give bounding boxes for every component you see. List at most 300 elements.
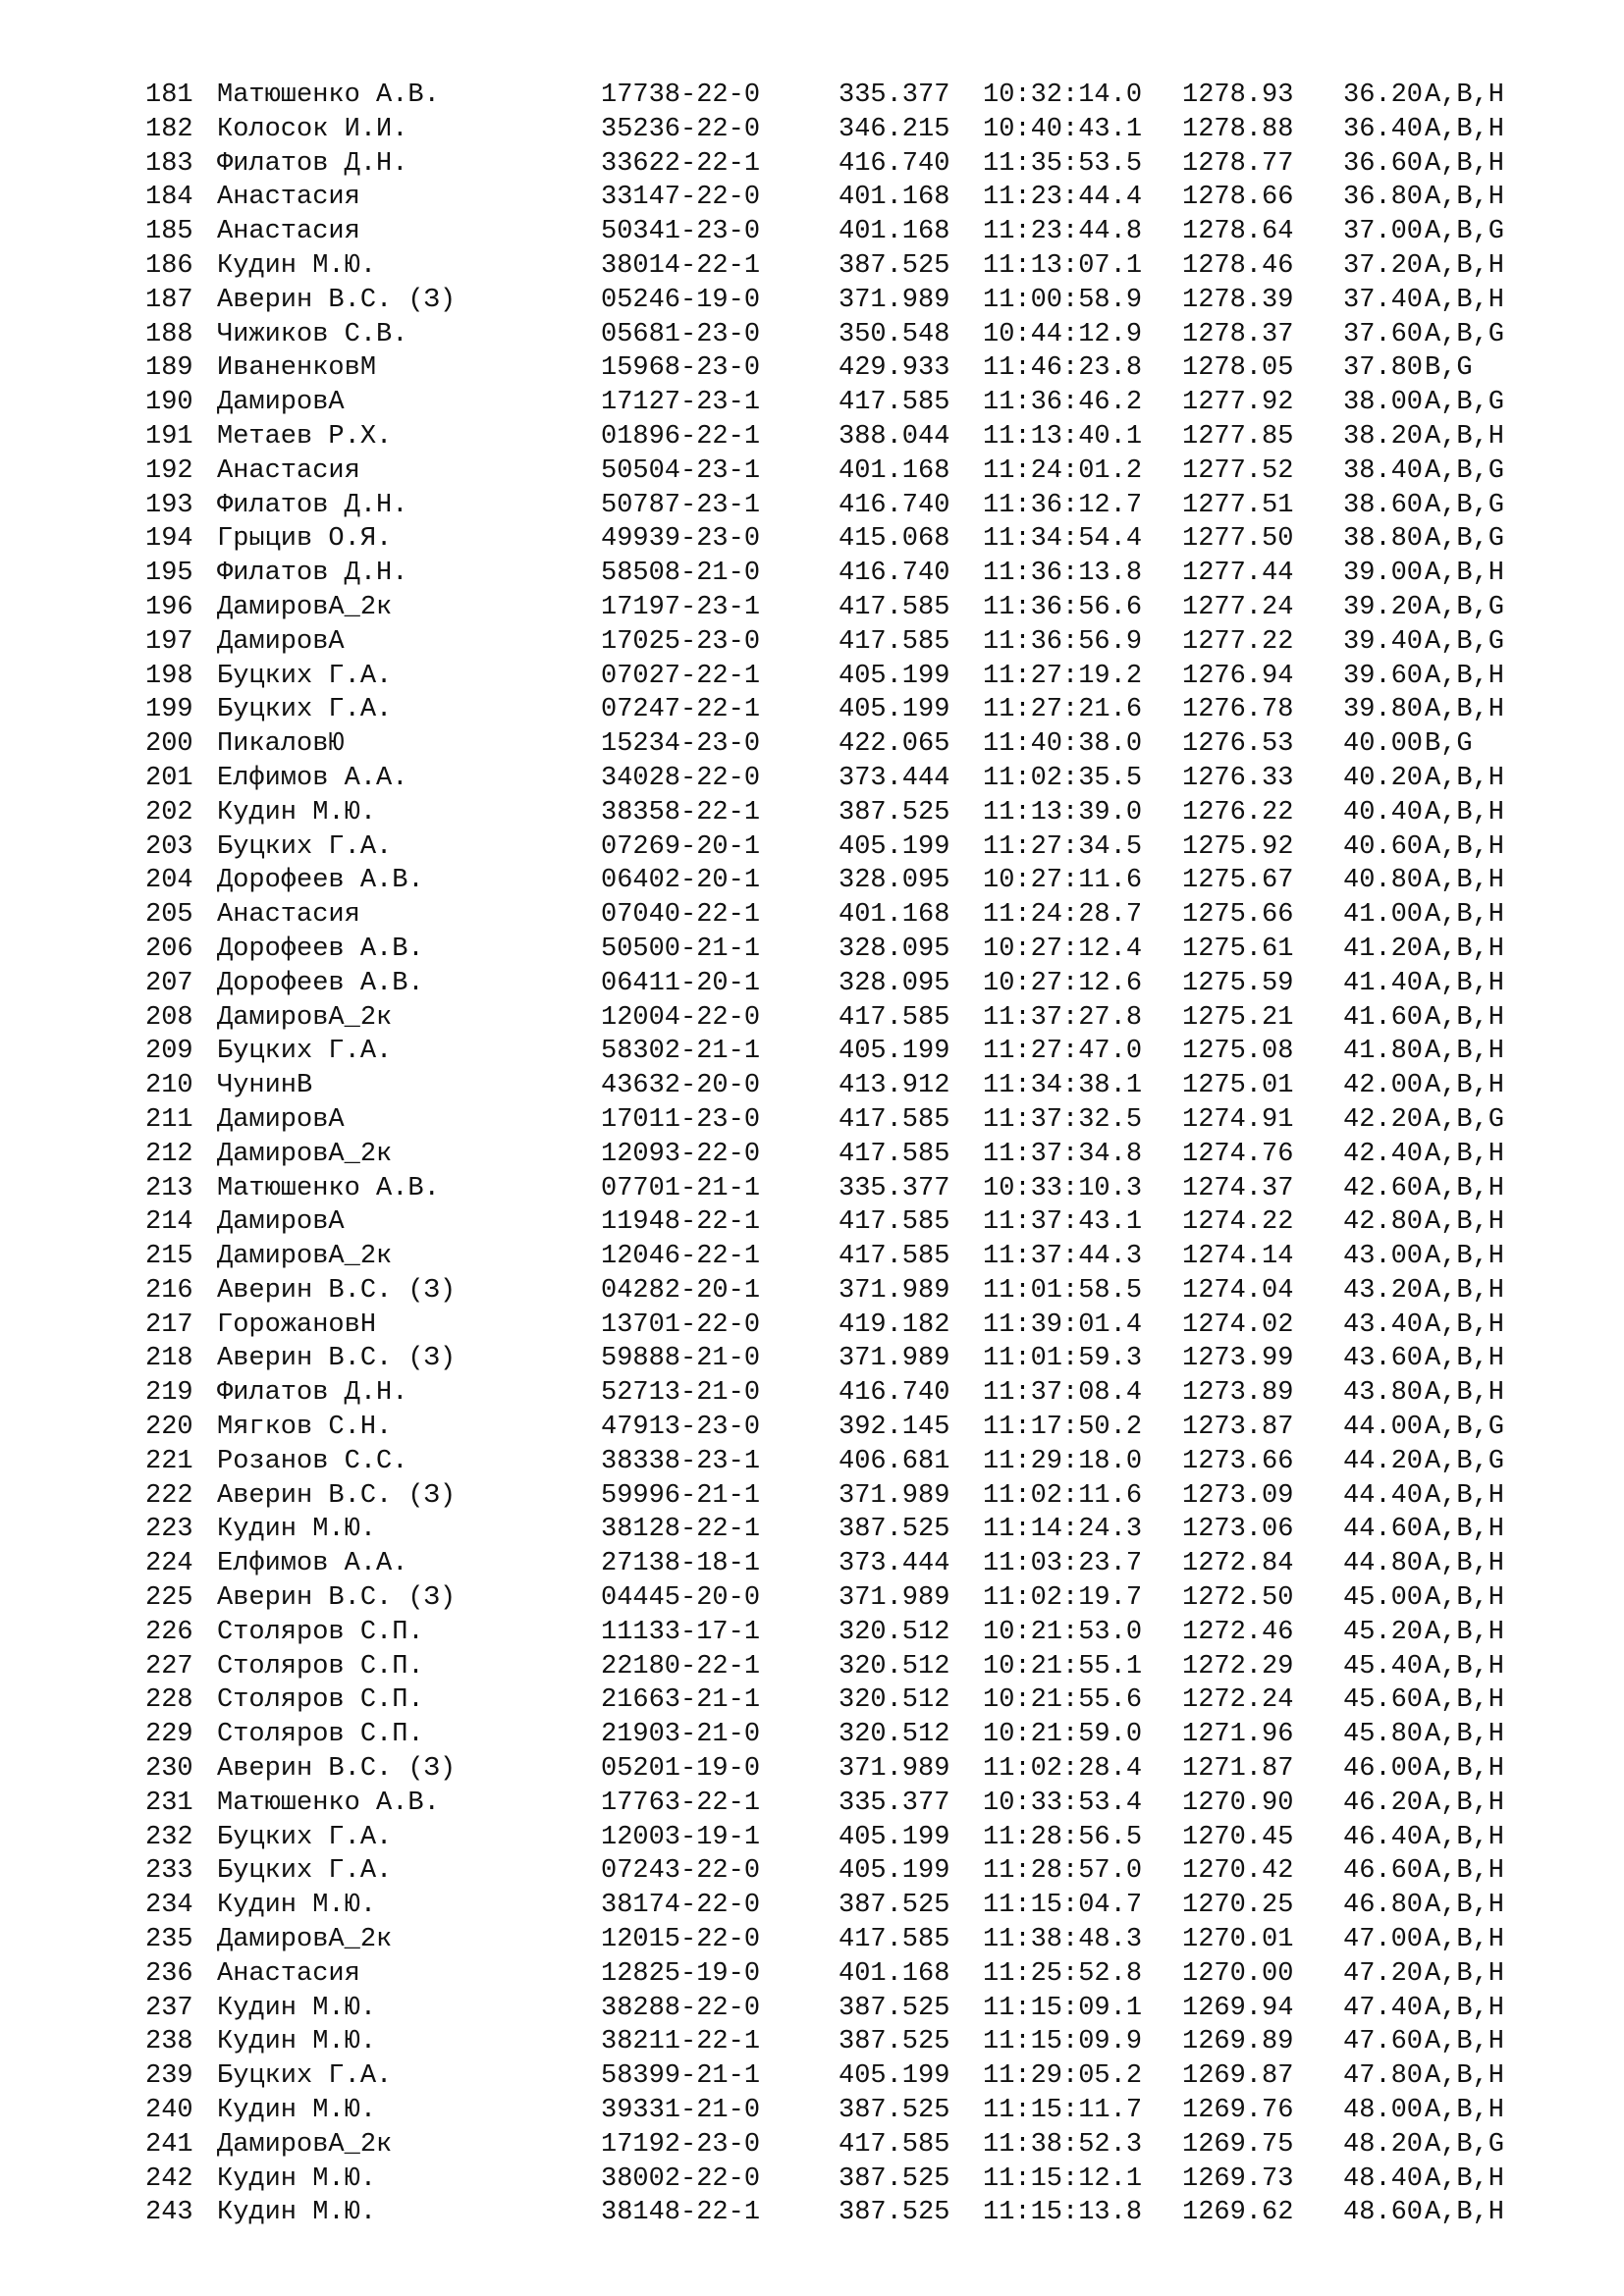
ring-code: 15234-23-0 — [601, 729, 761, 760]
participant-name: Столяров С.П. — [217, 1651, 424, 1682]
participant-name: Дорофеев А.В. — [217, 866, 424, 896]
groups: A,B,H — [1425, 831, 1505, 862]
row-number: 198 — [145, 661, 193, 691]
distance: 416.740 — [839, 1378, 950, 1409]
ring-code: 58508-21-0 — [601, 559, 761, 589]
row-number: 184 — [145, 183, 193, 213]
groups: A,B,G — [1425, 217, 1505, 247]
speed: 1274.02 — [1182, 1309, 1294, 1340]
speed: 1275.66 — [1182, 900, 1294, 931]
distance: 328.095 — [839, 968, 950, 998]
arrival-time: 11:15:04.7 — [983, 1891, 1143, 1921]
points: 44.40 — [1343, 1480, 1424, 1511]
row-number: 185 — [145, 217, 193, 247]
groups: A,B,G — [1425, 490, 1505, 520]
distance: 371.989 — [839, 1754, 950, 1785]
ring-code: 12015-22-0 — [601, 1925, 761, 1955]
groups: A,B,H — [1425, 1993, 1505, 2023]
groups: A,B,H — [1425, 1822, 1505, 1852]
arrival-time: 11:15:12.1 — [983, 2163, 1143, 2194]
points: 37.20 — [1343, 250, 1424, 281]
row-number: 190 — [145, 388, 193, 418]
ring-code: 38338-23-1 — [601, 1446, 761, 1476]
ring-code: 12093-22-0 — [601, 1139, 761, 1169]
points: 46.60 — [1343, 1856, 1424, 1887]
participant-name: Елфимов А.А. — [217, 1549, 408, 1579]
groups: A,B,H — [1425, 1515, 1505, 1545]
arrival-time: 11:36:12.7 — [983, 490, 1143, 520]
arrival-time: 11:27:47.0 — [983, 1037, 1143, 1067]
ring-code: 47913-23-0 — [601, 1413, 761, 1443]
arrival-time: 11:13:40.1 — [983, 421, 1143, 452]
arrival-time: 11:40:38.0 — [983, 729, 1143, 760]
ring-code: 11133-17-1 — [601, 1617, 761, 1647]
distance: 387.525 — [839, 1515, 950, 1545]
arrival-time: 11:13:07.1 — [983, 250, 1143, 281]
speed: 1270.00 — [1182, 1958, 1294, 1989]
ring-code: 07701-21-1 — [601, 1173, 761, 1203]
ring-code: 17011-23-0 — [601, 1104, 761, 1135]
speed: 1277.22 — [1182, 626, 1294, 657]
row-number: 230 — [145, 1754, 193, 1785]
arrival-time: 11:46:23.8 — [983, 353, 1143, 384]
ring-code: 38002-22-0 — [601, 2163, 761, 2194]
row-number: 233 — [145, 1856, 193, 1887]
ring-code: 12825-19-0 — [601, 1958, 761, 1989]
participant-name: Грыцив О.Я. — [217, 524, 393, 555]
ring-code: 05246-19-0 — [601, 285, 761, 315]
speed: 1274.22 — [1182, 1207, 1294, 1238]
arrival-time: 11:37:44.3 — [983, 1242, 1143, 1272]
participant-name: Буцких Г.А. — [217, 1822, 393, 1852]
groups: A,B,G — [1425, 524, 1505, 555]
distance: 401.168 — [839, 455, 950, 486]
speed: 1276.94 — [1182, 661, 1294, 691]
arrival-time: 11:34:38.1 — [983, 1071, 1143, 1101]
arrival-time: 11:02:28.4 — [983, 1754, 1143, 1785]
row-number: 200 — [145, 729, 193, 760]
participant-name: Кудин М.Ю. — [217, 2096, 377, 2126]
groups: A,B,H — [1425, 1242, 1505, 1272]
groups: A,B,H — [1425, 1037, 1505, 1067]
ring-code: 50787-23-1 — [601, 490, 761, 520]
groups: A,B,H — [1425, 2027, 1505, 2057]
distance: 350.548 — [839, 319, 950, 349]
participant-name: Анастасия — [217, 455, 360, 486]
groups: A,B,H — [1425, 1173, 1505, 1203]
ring-code: 15968-23-0 — [601, 353, 761, 384]
participant-name: ДамировА_2к — [217, 1002, 393, 1033]
row-number: 216 — [145, 1275, 193, 1306]
groups: A,B,H — [1425, 250, 1505, 281]
groups: B,G — [1425, 729, 1473, 760]
groups: A,B,H — [1425, 80, 1505, 110]
points: 39.80 — [1343, 695, 1424, 725]
ring-code: 22180-22-1 — [601, 1651, 761, 1682]
participant-name: Мягков С.Н. — [217, 1413, 393, 1443]
ring-code: 17192-23-0 — [601, 2129, 761, 2160]
groups: A,B,H — [1425, 968, 1505, 998]
ring-code: 38148-22-1 — [601, 2198, 761, 2228]
distance: 413.912 — [839, 1071, 950, 1101]
row-number: 221 — [145, 1446, 193, 1476]
points: 45.00 — [1343, 1583, 1424, 1614]
participant-name: Анастасия — [217, 1958, 360, 1989]
groups: A,B,H — [1425, 900, 1505, 931]
ring-code: 34028-22-0 — [601, 763, 761, 793]
distance: 405.199 — [839, 661, 950, 691]
speed: 1270.45 — [1182, 1822, 1294, 1852]
participant-name: ДамировА — [217, 626, 345, 657]
arrival-time: 11:37:43.1 — [983, 1207, 1143, 1238]
speed: 1278.88 — [1182, 114, 1294, 144]
row-number: 223 — [145, 1515, 193, 1545]
groups: A,B,H — [1425, 2061, 1505, 2092]
speed: 1271.87 — [1182, 1754, 1294, 1785]
participant-name: ДамировА — [217, 1104, 345, 1135]
points: 43.80 — [1343, 1378, 1424, 1409]
distance: 320.512 — [839, 1685, 950, 1716]
distance: 417.585 — [839, 1104, 950, 1135]
row-number: 238 — [145, 2027, 193, 2057]
participant-name: Столяров С.П. — [217, 1720, 424, 1750]
arrival-time: 11:27:21.6 — [983, 695, 1143, 725]
row-number: 214 — [145, 1207, 193, 1238]
groups: A,B,G — [1425, 455, 1505, 486]
groups: A,B,H — [1425, 148, 1505, 179]
speed: 1273.89 — [1182, 1378, 1294, 1409]
ring-code: 49939-23-0 — [601, 524, 761, 555]
distance: 320.512 — [839, 1651, 950, 1682]
ring-code: 17025-23-0 — [601, 626, 761, 657]
points: 44.80 — [1343, 1549, 1424, 1579]
arrival-time: 11:36:56.6 — [983, 592, 1143, 622]
points: 36.20 — [1343, 80, 1424, 110]
speed: 1269.94 — [1182, 1993, 1294, 2023]
ring-code: 33622-22-1 — [601, 148, 761, 179]
arrival-time: 11:13:39.0 — [983, 797, 1143, 828]
participant-name: ДамировА_2к — [217, 1925, 393, 1955]
row-number: 183 — [145, 148, 193, 179]
points: 36.60 — [1343, 148, 1424, 179]
points: 40.80 — [1343, 866, 1424, 896]
row-number: 237 — [145, 1993, 193, 2023]
arrival-time: 11:14:24.3 — [983, 1515, 1143, 1545]
speed: 1274.04 — [1182, 1275, 1294, 1306]
points: 47.80 — [1343, 2061, 1424, 2092]
participant-name: Филатов Д.Н. — [217, 490, 408, 520]
arrival-time: 11:34:54.4 — [983, 524, 1143, 555]
participant-name: Матюшенко А.В. — [217, 1788, 440, 1818]
distance: 387.525 — [839, 2163, 950, 2194]
groups: A,B,H — [1425, 1002, 1505, 1033]
row-number: 231 — [145, 1788, 193, 1818]
participant-name: ПикаловЮ — [217, 729, 345, 760]
distance: 371.989 — [839, 1344, 950, 1374]
row-number: 202 — [145, 797, 193, 828]
speed: 1269.89 — [1182, 2027, 1294, 2057]
speed: 1271.96 — [1182, 1720, 1294, 1750]
arrival-time: 11:27:34.5 — [983, 831, 1143, 862]
speed: 1269.73 — [1182, 2163, 1294, 2194]
participant-name: ДамировА — [217, 1207, 345, 1238]
groups: A,B,H — [1425, 2163, 1505, 2194]
row-number: 199 — [145, 695, 193, 725]
groups: A,B,G — [1425, 1446, 1505, 1476]
distance: 371.989 — [839, 1583, 950, 1614]
groups: A,B,H — [1425, 1207, 1505, 1238]
ring-code: 07243-22-0 — [601, 1856, 761, 1887]
points: 38.80 — [1343, 524, 1424, 555]
row-number: 224 — [145, 1549, 193, 1579]
points: 37.60 — [1343, 319, 1424, 349]
participant-name: Кудин М.Ю. — [217, 797, 377, 828]
points: 41.40 — [1343, 968, 1424, 998]
arrival-time: 11:02:11.6 — [983, 1480, 1143, 1511]
ring-code: 17738-22-0 — [601, 80, 761, 110]
participant-name: Буцких Г.А. — [217, 831, 393, 862]
groups: A,B,H — [1425, 1549, 1505, 1579]
points: 46.40 — [1343, 1822, 1424, 1852]
row-number: 193 — [145, 490, 193, 520]
distance: 401.168 — [839, 1958, 950, 1989]
ring-code: 21663-21-1 — [601, 1685, 761, 1716]
ring-code: 58399-21-1 — [601, 2061, 761, 2092]
participant-name: ДамировА_2к — [217, 1242, 393, 1272]
groups: A,B,H — [1425, 1583, 1505, 1614]
arrival-time: 11:28:57.0 — [983, 1856, 1143, 1887]
participant-name: Столяров С.П. — [217, 1617, 424, 1647]
speed: 1272.46 — [1182, 1617, 1294, 1647]
participant-name: Кудин М.Ю. — [217, 2163, 377, 2194]
distance: 417.585 — [839, 1925, 950, 1955]
arrival-time: 11:15:13.8 — [983, 2198, 1143, 2228]
participant-name: Буцких Г.А. — [217, 695, 393, 725]
row-number: 196 — [145, 592, 193, 622]
arrival-time: 10:33:53.4 — [983, 1788, 1143, 1818]
distance: 387.525 — [839, 2198, 950, 2228]
distance: 417.585 — [839, 1207, 950, 1238]
ring-code: 07247-22-1 — [601, 695, 761, 725]
groups: A,B,H — [1425, 661, 1505, 691]
distance: 417.585 — [839, 1002, 950, 1033]
row-number: 225 — [145, 1583, 193, 1614]
speed: 1276.22 — [1182, 797, 1294, 828]
row-number: 234 — [145, 1891, 193, 1921]
row-number: 242 — [145, 2163, 193, 2194]
ring-code: 07040-22-1 — [601, 900, 761, 931]
arrival-time: 11:00:58.9 — [983, 285, 1143, 315]
participant-name: Дорофеев А.В. — [217, 968, 424, 998]
participant-name: Кудин М.Ю. — [217, 1515, 377, 1545]
points: 42.80 — [1343, 1207, 1424, 1238]
speed: 1277.85 — [1182, 421, 1294, 452]
points: 47.40 — [1343, 1993, 1424, 2023]
arrival-time: 11:37:34.8 — [983, 1139, 1143, 1169]
distance: 388.044 — [839, 421, 950, 452]
row-number: 226 — [145, 1617, 193, 1647]
distance: 405.199 — [839, 695, 950, 725]
row-number: 217 — [145, 1309, 193, 1340]
points: 41.60 — [1343, 1002, 1424, 1033]
groups: A,B,G — [1425, 2129, 1505, 2160]
participant-name: Столяров С.П. — [217, 1685, 424, 1716]
points: 41.20 — [1343, 934, 1424, 964]
row-number: 210 — [145, 1071, 193, 1101]
speed: 1278.37 — [1182, 319, 1294, 349]
arrival-time: 11:38:48.3 — [983, 1925, 1143, 1955]
speed: 1274.76 — [1182, 1139, 1294, 1169]
speed: 1274.91 — [1182, 1104, 1294, 1135]
ring-code: 12004-22-0 — [601, 1002, 761, 1033]
ring-code: 52713-21-0 — [601, 1378, 761, 1409]
groups: A,B,G — [1425, 1413, 1505, 1443]
speed: 1270.01 — [1182, 1925, 1294, 1955]
speed: 1276.53 — [1182, 729, 1294, 760]
speed: 1277.44 — [1182, 559, 1294, 589]
participant-name: Буцких Г.А. — [217, 661, 393, 691]
groups: A,B,H — [1425, 1685, 1505, 1716]
arrival-time: 11:24:01.2 — [983, 455, 1143, 486]
speed: 1272.50 — [1182, 1583, 1294, 1614]
participant-name: Филатов Д.Н. — [217, 148, 408, 179]
participant-name: Колосок И.И. — [217, 114, 408, 144]
points: 40.40 — [1343, 797, 1424, 828]
speed: 1270.90 — [1182, 1788, 1294, 1818]
participant-name: Аверин В.С. (З) — [217, 1754, 457, 1785]
groups: A,B,H — [1425, 559, 1505, 589]
participant-name: ЧунинВ — [217, 1071, 313, 1101]
arrival-time: 11:03:23.7 — [983, 1549, 1143, 1579]
arrival-time: 11:15:11.7 — [983, 2096, 1143, 2126]
groups: A,B,H — [1425, 1651, 1505, 1682]
participant-name: ДамировА — [217, 388, 345, 418]
ring-code: 33147-22-0 — [601, 183, 761, 213]
points: 48.20 — [1343, 2129, 1424, 2160]
participant-name: Аверин В.С. (З) — [217, 1275, 457, 1306]
ring-code: 59888-21-0 — [601, 1344, 761, 1374]
groups: B,G — [1425, 353, 1473, 384]
ring-code: 04282-20-1 — [601, 1275, 761, 1306]
speed: 1275.21 — [1182, 1002, 1294, 1033]
speed: 1272.29 — [1182, 1651, 1294, 1682]
row-number: 192 — [145, 455, 193, 486]
points: 46.20 — [1343, 1788, 1424, 1818]
groups: A,B,H — [1425, 1720, 1505, 1750]
speed: 1270.25 — [1182, 1891, 1294, 1921]
distance: 387.525 — [839, 2027, 950, 2057]
points: 42.20 — [1343, 1104, 1424, 1135]
speed: 1275.01 — [1182, 1071, 1294, 1101]
points: 48.00 — [1343, 2096, 1424, 2126]
distance: 405.199 — [839, 1856, 950, 1887]
participant-name: ГорожановН — [217, 1309, 377, 1340]
participant-name: Аверин В.С. (З) — [217, 1583, 457, 1614]
distance: 373.444 — [839, 763, 950, 793]
groups: A,B,H — [1425, 114, 1505, 144]
points: 40.60 — [1343, 831, 1424, 862]
groups: A,B,H — [1425, 1275, 1505, 1306]
groups: A,B,H — [1425, 1309, 1505, 1340]
distance: 416.740 — [839, 559, 950, 589]
points: 45.20 — [1343, 1617, 1424, 1647]
participant-name: Анастасия — [217, 217, 360, 247]
speed: 1269.76 — [1182, 2096, 1294, 2126]
row-number: 239 — [145, 2061, 193, 2092]
participant-name: Матюшенко А.В. — [217, 1173, 440, 1203]
ring-code: 58302-21-1 — [601, 1037, 761, 1067]
points: 40.20 — [1343, 763, 1424, 793]
groups: A,B,H — [1425, 1617, 1505, 1647]
groups: A,B,H — [1425, 934, 1505, 964]
arrival-time: 11:23:44.8 — [983, 217, 1143, 247]
groups: A,B,G — [1425, 626, 1505, 657]
groups: A,B,H — [1425, 285, 1505, 315]
row-number: 236 — [145, 1958, 193, 1989]
arrival-time: 10:27:12.4 — [983, 934, 1143, 964]
participant-name: Филатов Д.Н. — [217, 559, 408, 589]
row-number: 220 — [145, 1413, 193, 1443]
participant-name: ДамировА_2к — [217, 2129, 393, 2160]
points: 42.60 — [1343, 1173, 1424, 1203]
distance: 387.525 — [839, 1891, 950, 1921]
row-number: 235 — [145, 1925, 193, 1955]
participant-name: Анастасия — [217, 900, 360, 931]
row-number: 218 — [145, 1344, 193, 1374]
row-number: 211 — [145, 1104, 193, 1135]
arrival-time: 11:37:32.5 — [983, 1104, 1143, 1135]
row-number: 188 — [145, 319, 193, 349]
arrival-time: 10:21:59.0 — [983, 1720, 1143, 1750]
ring-code: 38288-22-0 — [601, 1993, 761, 2023]
arrival-time: 10:21:53.0 — [983, 1617, 1143, 1647]
groups: A,B,G — [1425, 1104, 1505, 1135]
distance: 419.182 — [839, 1309, 950, 1340]
arrival-time: 11:15:09.9 — [983, 2027, 1143, 2057]
arrival-time: 11:24:28.7 — [983, 900, 1143, 931]
groups: A,B,G — [1425, 319, 1505, 349]
points: 42.00 — [1343, 1071, 1424, 1101]
ring-code: 12003-19-1 — [601, 1822, 761, 1852]
points: 37.00 — [1343, 217, 1424, 247]
ring-code: 17763-22-1 — [601, 1788, 761, 1818]
points: 42.40 — [1343, 1139, 1424, 1169]
speed: 1278.39 — [1182, 285, 1294, 315]
participant-name: Кудин М.Ю. — [217, 250, 377, 281]
points: 40.00 — [1343, 729, 1424, 760]
row-number: 213 — [145, 1173, 193, 1203]
participant-name: Елфимов А.А. — [217, 763, 408, 793]
participant-name: Дорофеев А.В. — [217, 934, 424, 964]
speed: 1275.59 — [1182, 968, 1294, 998]
points: 37.40 — [1343, 285, 1424, 315]
speed: 1278.64 — [1182, 217, 1294, 247]
speed: 1273.99 — [1182, 1344, 1294, 1374]
participant-name: Аверин В.С. (З) — [217, 1480, 457, 1511]
distance: 405.199 — [839, 831, 950, 862]
arrival-time: 11:37:08.4 — [983, 1378, 1143, 1409]
ring-code: 04445-20-0 — [601, 1583, 761, 1614]
arrival-time: 10:27:12.6 — [983, 968, 1143, 998]
points: 44.00 — [1343, 1413, 1424, 1443]
distance: 405.199 — [839, 1037, 950, 1067]
row-number: 212 — [145, 1139, 193, 1169]
ring-code: 38174-22-0 — [601, 1891, 761, 1921]
groups: A,B,H — [1425, 1856, 1505, 1887]
arrival-time: 10:21:55.6 — [983, 1685, 1143, 1716]
speed: 1278.77 — [1182, 148, 1294, 179]
ring-code: 38211-22-1 — [601, 2027, 761, 2057]
